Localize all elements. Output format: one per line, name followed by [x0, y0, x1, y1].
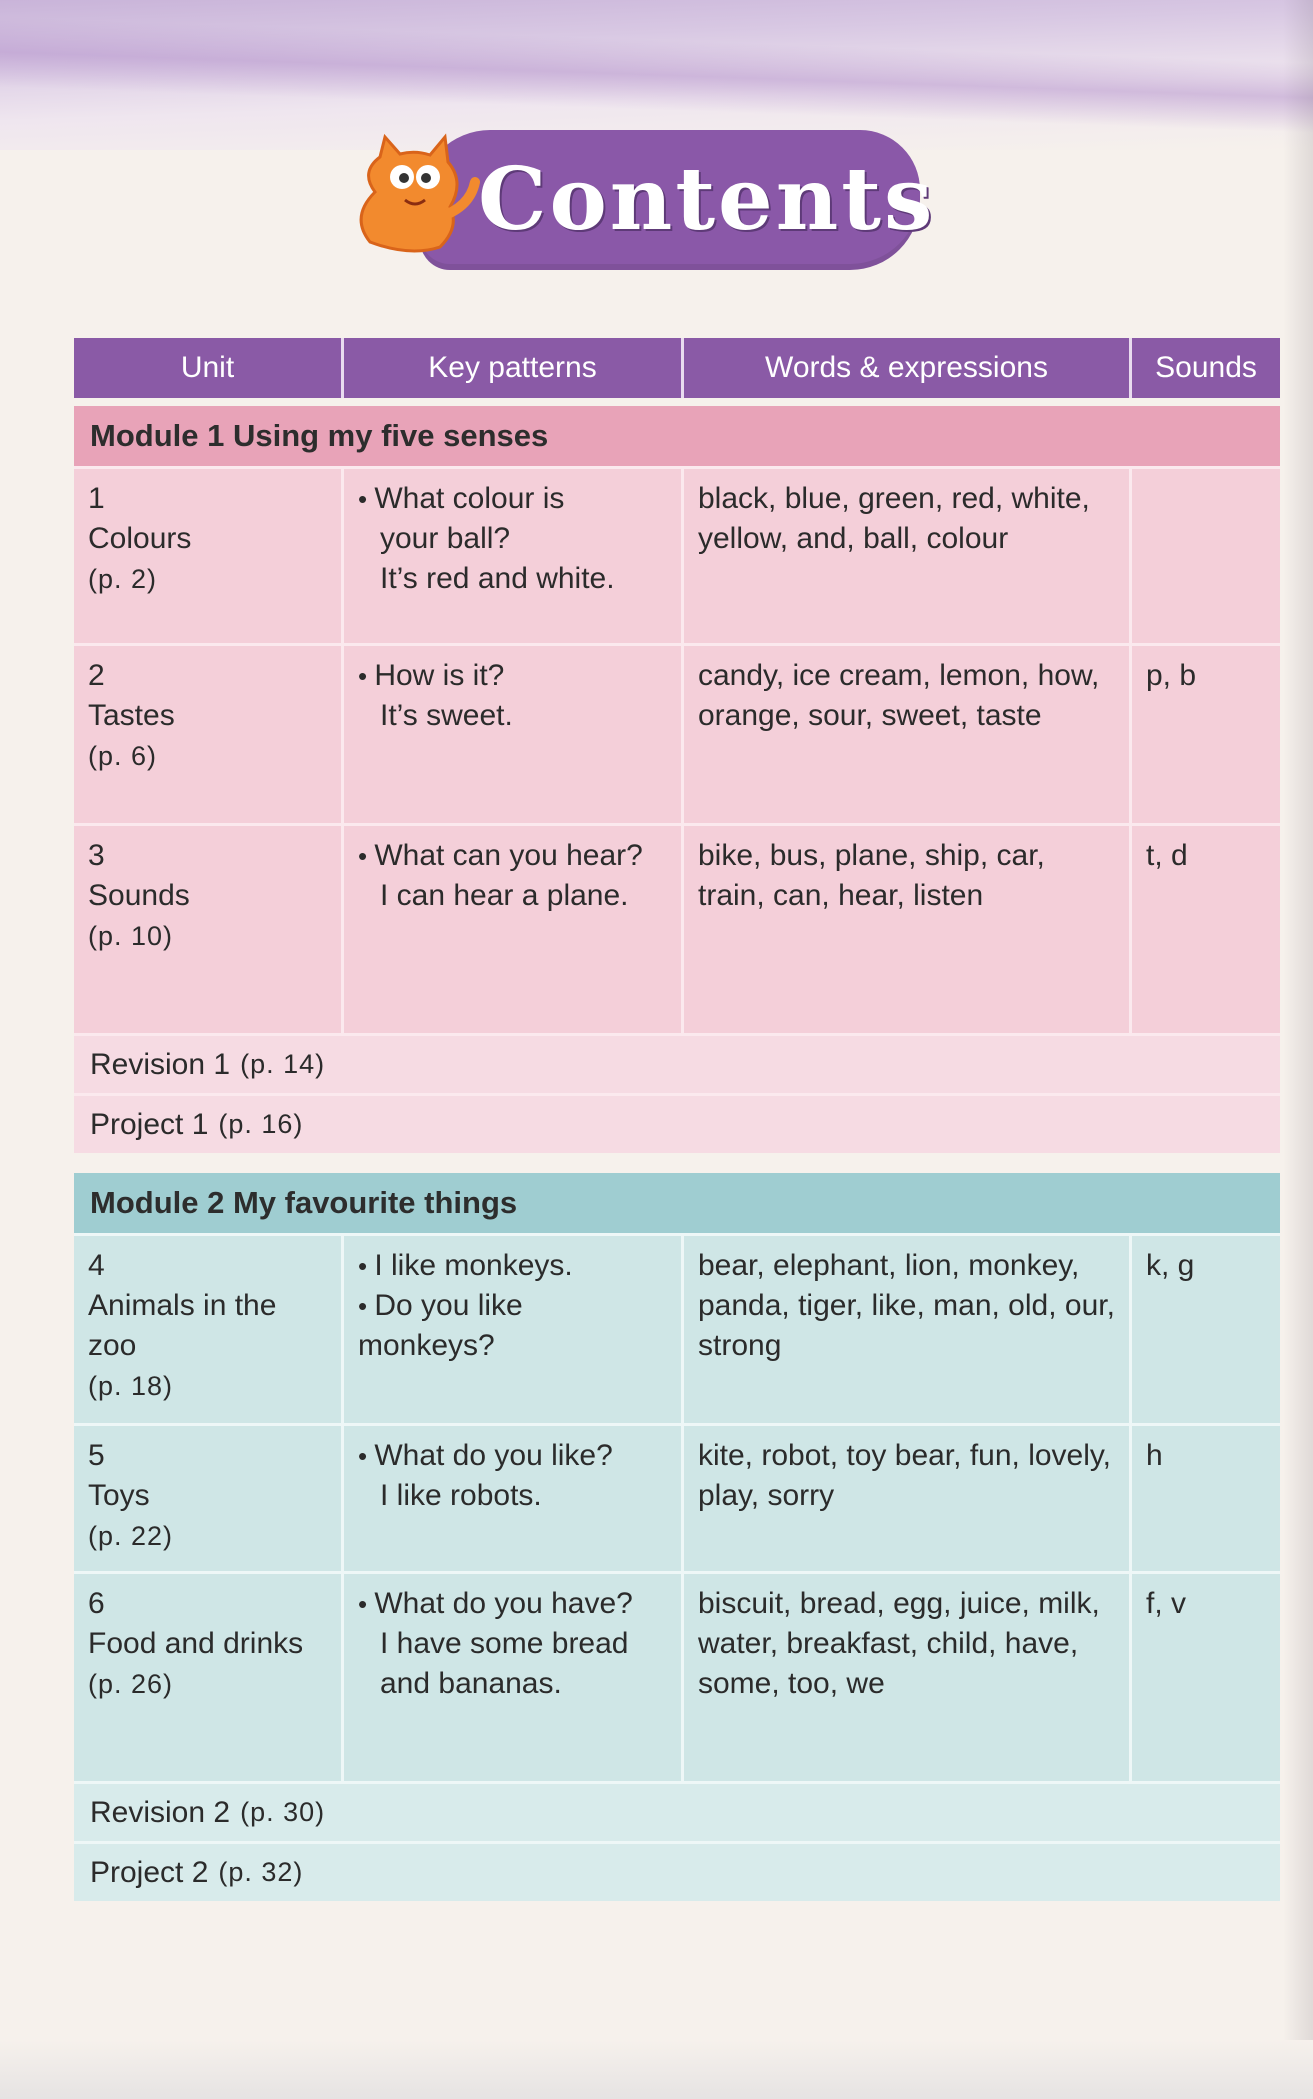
unit-name: Tastes — [88, 699, 175, 732]
key-patterns-cell — [344, 1426, 684, 1571]
table-row — [74, 1233, 1280, 1423]
unit-page: (p. 6) — [88, 741, 158, 771]
key-pattern: • What can you hear? — [358, 836, 667, 876]
key-pattern: I can hear a plane. — [380, 879, 629, 912]
unit-name: Sounds — [88, 879, 190, 912]
unit-cell — [74, 1236, 344, 1423]
key-pattern: It’s red and white. — [380, 562, 615, 595]
words-cell: black, blue, green, red, white, yellow, and, ball, colour — [684, 469, 1132, 643]
unit-number: 5 — [88, 1439, 105, 1472]
table-header — [74, 338, 1280, 398]
unit-cell — [74, 646, 344, 823]
header-sounds: Sounds — [1155, 351, 1257, 384]
module-heading: Module 2 My favourite things — [74, 1173, 1280, 1233]
unit-page: (p. 22) — [88, 1521, 174, 1551]
revision-row — [74, 1033, 1280, 1093]
key-pattern: • What colour is — [358, 479, 667, 519]
table-row — [74, 823, 1280, 1033]
page-title: Contents — [478, 149, 936, 250]
words-cell: candy, ice cream, lemon, how, orange, sour, sweet, taste — [684, 646, 1132, 823]
key-pattern: I like robots. — [380, 1479, 542, 1512]
header-unit: Unit — [74, 338, 344, 398]
unit-cell — [74, 826, 344, 1033]
unit-name: Toys — [88, 1479, 150, 1512]
unit-name: Colours — [88, 522, 192, 555]
revision-row — [74, 1781, 1280, 1841]
revision-page: (p. 14) — [240, 1049, 326, 1079]
table-row — [74, 466, 1280, 643]
sounds-cell: t, d — [1146, 839, 1188, 872]
key-patterns-cell — [344, 646, 684, 823]
unit-cell — [74, 1426, 344, 1571]
module-heading: Module 1 Using my five senses — [74, 406, 1280, 466]
module-1 — [74, 406, 1280, 1153]
module-2 — [74, 1173, 1280, 1901]
header-words-expressions: Words & expressions — [684, 338, 1132, 398]
unit-name: Animals in the zoo — [88, 1289, 277, 1362]
words-cell: biscuit, bread, egg, juice, milk, water, breakfast, child, have, some, too, we — [684, 1574, 1132, 1781]
cat-mascot-icon — [340, 122, 480, 262]
unit-number: 1 — [88, 482, 105, 515]
sounds-cell: f, v — [1146, 1587, 1187, 1620]
unit-page: (p. 10) — [88, 921, 174, 951]
words-cell: kite, robot, toy bear, fun, lovely, play, sorry — [684, 1426, 1132, 1571]
unit-page: (p. 2) — [88, 564, 158, 594]
key-patterns-cell — [344, 469, 684, 643]
page-edge-shadow — [1283, 0, 1313, 2099]
table-row — [74, 1423, 1280, 1571]
table-row — [74, 643, 1280, 823]
sounds-cell: h — [1146, 1439, 1163, 1472]
unit-number: 6 — [88, 1587, 105, 1620]
revision-label: Revision 1 — [90, 1047, 231, 1081]
revision-page: (p. 30) — [240, 1797, 326, 1827]
key-pattern: It’s sweet. — [380, 699, 513, 732]
key-pattern: I have some bread — [380, 1627, 629, 1660]
contents-table — [74, 338, 1280, 1901]
project-row — [74, 1093, 1280, 1153]
unit-page: (p. 26) — [88, 1669, 174, 1699]
key-pattern: and bananas. — [380, 1667, 562, 1700]
key-pattern: your ball? — [380, 522, 511, 555]
project-label: Project 1 — [90, 1107, 209, 1141]
project-label: Project 2 — [90, 1855, 209, 1889]
key-pattern: • What do you have? — [358, 1584, 667, 1624]
sounds-cell: k, g — [1146, 1249, 1195, 1282]
revision-label: Revision 2 — [90, 1795, 231, 1829]
key-pattern: • How is it? — [358, 656, 667, 696]
unit-cell — [74, 469, 344, 643]
key-patterns-cell — [344, 1574, 684, 1781]
unit-number: 2 — [88, 659, 105, 692]
sounds-cell: p, b — [1146, 659, 1197, 692]
unit-page: (p. 18) — [88, 1371, 174, 1401]
key-pattern: • What do you like? — [358, 1436, 667, 1476]
sounds-cell — [1132, 469, 1280, 643]
page-bottom-edge — [0, 2040, 1313, 2099]
unit-number: 3 — [88, 839, 105, 872]
unit-number: 4 — [88, 1249, 105, 1282]
key-pattern: • I like monkeys. — [358, 1246, 667, 1286]
key-patterns-cell — [344, 826, 684, 1033]
header-key-patterns: Key patterns — [344, 338, 684, 398]
unit-name: Food and drinks — [88, 1627, 304, 1660]
project-page: (p. 16) — [218, 1109, 304, 1139]
key-patterns-cell — [344, 1236, 684, 1423]
table-row — [74, 1571, 1280, 1781]
words-cell: bike, bus, plane, ship, car, train, can, hear, listen — [684, 826, 1132, 1033]
unit-cell — [74, 1574, 344, 1781]
key-pattern: • Do you like monkeys? — [358, 1286, 667, 1366]
project-row — [74, 1841, 1280, 1901]
words-cell: bear, elephant, lion, monkey, panda, tiger, like, man, old, our, strong — [684, 1236, 1132, 1423]
project-page: (p. 32) — [218, 1857, 304, 1887]
